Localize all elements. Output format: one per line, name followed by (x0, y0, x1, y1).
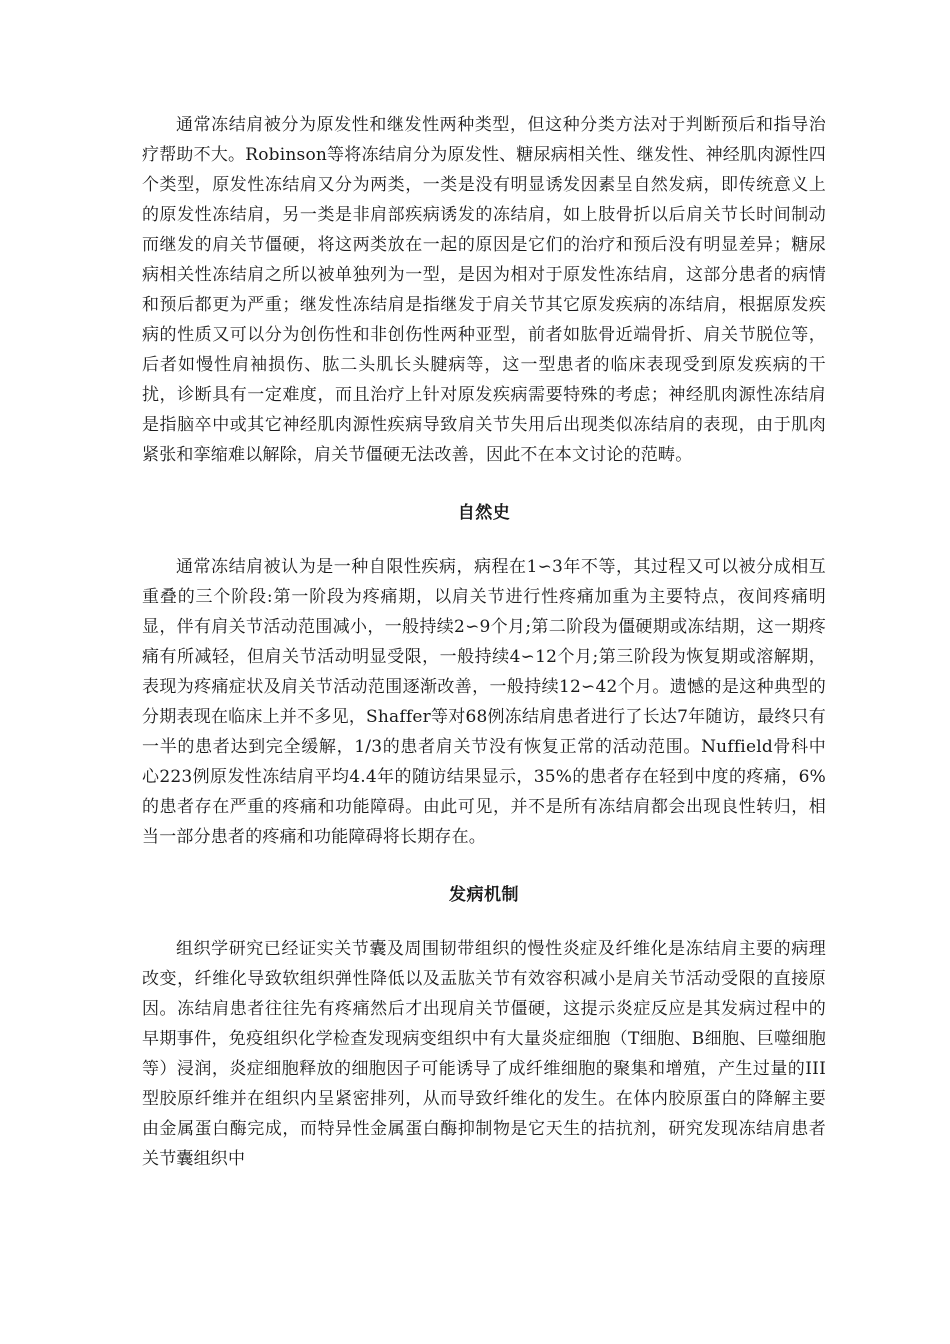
paragraph-natural-history: 通常冻结肩被认为是一种自限性疾病，病程在1∽3年不等，其过程又可以被分成相互重叠的三个阶段:第一阶段为疼痛期，以肩关节进行性疼痛加重为主要特点，夜间疼痛明显，伴有肩关节活动范围减小，一般持续2∽9个月;第二阶段为僵硬期或冻结期，这一期疼痛有所减轻，但肩关节活动明显受限，一般持续4∽12个月;第三阶段为恢复期或溶解期，表现为疼痛症状及肩关节活动范围逐渐改善，一般持续12∽42个月。遗憾的是这种典型的分期表现在临床上并不多见，Shaffer等对68例冻结肩患者进行了长达7年随访，最终只有一半的患者达到完全缓解，1/3的患者肩关节没有恢复正常的活动范围。Nuffield骨科中心223例原发性冻结肩平均4.4年的随访结果显示，35%的患者存在轻到中度的疼痛，6%的患者存在严重的疼痛和功能障碍。由此可见，并不是所有冻结肩都会出现良性转归，相当一部分患者的疼痛和功能障碍将长期存在。 (142, 557, 826, 847)
spacer (142, 528, 826, 552)
spacer (142, 470, 826, 498)
paragraph-classification: 通常冻结肩被分为原发性和继发性两种类型，但这种分类方法对于判断预后和指导治疗帮助不大。Robinson等将冻结肩分为原发性、糖尿病相关性、继发性、神经肌肉源性四个类型，原发性冻结肩又分为两类，一类是没有明显诱发因素呈自然发病，即传统意义上的原发性冻结肩，另一类是非肩部疾病诱发的冻结肩，如上肢骨折以后肩关节长时间制动而继发的肩关节僵硬，将这两类放在一起的原因是它们的治疗和预后没有明显差异；糖尿病相关性冻结肩之所以被单独列为一型，是因为相对于原发性冻结肩，这部分患者的病情和预后都更为严重；继发性冻结肩是指继发于肩关节其它原发疾病的冻结肩，根据原发疾病的性质又可以分为创伤性和非创伤性两种亚型，前者如肱骨近端骨折、肩关节脱位等，后者如慢性肩袖损伤、肱二头肌长头腱病等，这一型患者的临床表现受到原发疾病的干扰，诊断具有一定难度，而且治疗上针对原发疾病需要特殊的考虑；神经肌肉源性冻结肩是指脑卒中或其它神经肌肉源性疾病导致肩关节失用后出现类似冻结肩的表现，由于肌肉紧张和挛缩难以解除，肩关节僵硬无法改善，因此不在本文讨论的范畴。 (142, 115, 826, 465)
spacer (142, 852, 826, 880)
spacer (142, 910, 826, 934)
section-heading-pathogenesis: 发病机制 (449, 885, 519, 905)
document-body (142, 110, 826, 1174)
section-heading-natural-history: 自然史 (457, 503, 511, 523)
paragraph-pathogenesis: 组织学研究已经证实关节囊及周围韧带组织的慢性炎症及纤维化是冻结肩主要的病理改变，纤维化导致软组织弹性降低以及盂肱关节有效容积减小是肩关节活动受限的直接原因。冻结肩患者往往先有疼痛然后才出现肩关节僵硬，这提示炎症反应是其发病过程中的早期事件，免疫组织化学检查发现病变组织中有大量炎症细胞（T细胞、B细胞、巨噬细胞等）浸润，炎症细胞释放的细胞因子可能诱导了成纤维细胞的聚集和增殖，产生过量的III型胶原纤维并在组织内呈紧密排列，从而导致纤维化的发生。在体内胶原蛋白的降解主要由金属蛋白酶完成，而特异性金属蛋白酶抑制物是它天生的拮抗剂，研究发现冻结肩患者关节囊组织中 (142, 939, 826, 1169)
